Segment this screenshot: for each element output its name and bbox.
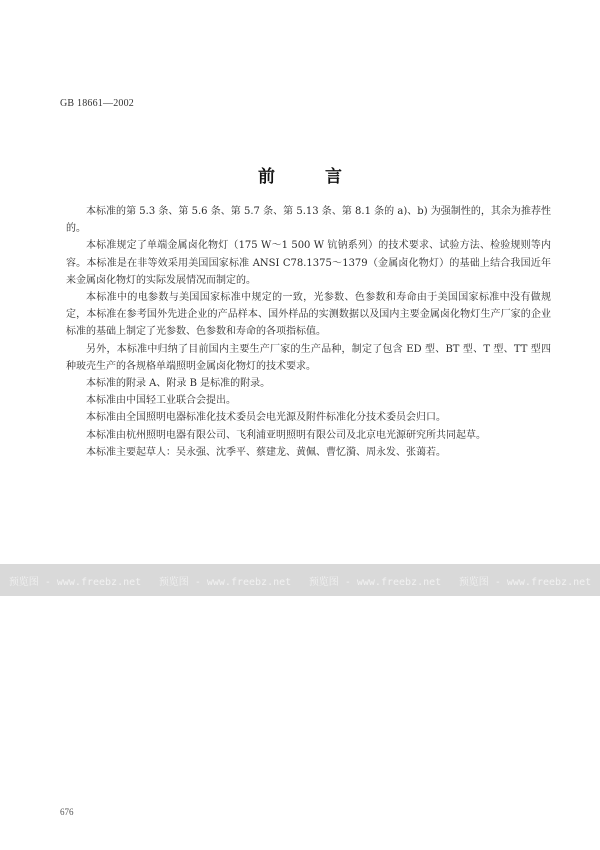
paragraph: 本标准由全国照明电器标准化技术委员会电光源及附件标准化分技术委员会归口。 [86,412,446,424]
watermark-banner [0,564,600,596]
standard-code: GB 18661—2002 [60,98,134,109]
paragraph: 本标准的附录 A、附录 B 是标准的附录。 [86,378,271,390]
paragraph: 本标准规定了单端金属卤化物灯（175 W～1 500 W 钪钠系列）的技术要求、试验方法、检验规则等内容。本标准是在非等效采用美国国家标准 ANSI C78.1375～1379（金属卤化物灯）的基础上结合我国近年来金属卤化物灯的实际发展情况而制定的。 [66,240,551,286]
paragraph: 本标准的第 5.3 条、第 5.6 条、第 5.7 条、第 5.13 条、第 8.1 条的 a)、b) 为强制性的，其余为推荐性的。 [66,206,551,235]
paragraph: 本标准中的电参数与美国国家标准中规定的一致，光参数、色参数和寿命由于美国国家标准中没有做规定，本标准在参考国外先进企业的产品样本、国外样品的实测数据以及国内主要金属卤化物灯生产厂家的企业标准的基础上制定了光参数、色参数和寿命的各项指标值。 [66,292,551,338]
page-number: 676 [60,807,74,817]
paragraph: 本标准由中国轻工业联合会提出。 [86,395,236,407]
watermark-text: 预览图 - www.freebz.net [458,576,592,588]
watermark-text: 预览图 - www.freebz.net [8,576,142,588]
page-title: 前 言 [258,167,364,187]
watermark-text: 预览图 - www.freebz.net [158,576,292,588]
paragraph: 本标准主要起草人：吴永强、沈季平、蔡建龙、黄佩、曹忆漪、周永发、张蔼若。 [86,446,446,458]
paragraph: 另外，本标准中归纳了目前国内主要生产厂家的生产品种，制定了包含 ED 型、BT 型、T 型、TT 型四种玻壳生产的各规格单端照明金属卤化物灯的技术要求。 [66,343,551,372]
paragraph: 本标准由杭州照明电器有限公司、飞利浦亚明照明有限公司及北京电光源研究所共同起草。 [86,429,486,441]
foreword-body [66,203,551,461]
watermark-text: 预览图 - www.freebz.net [308,576,442,588]
